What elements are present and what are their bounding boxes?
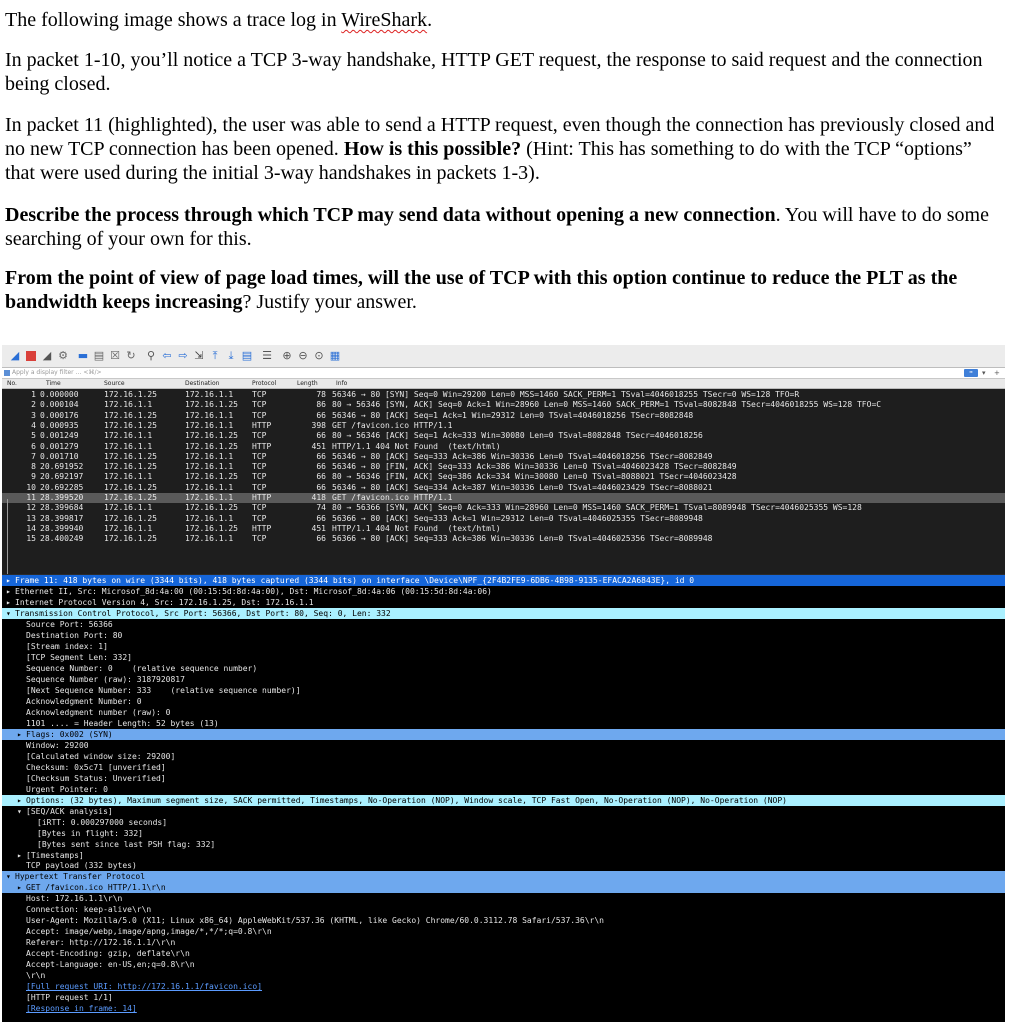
detail-line[interactable]: [2, 751, 1005, 762]
detail-text: Acknowledgment number (raw): 0: [26, 707, 171, 717]
shark-fin-icon[interactable]: ◢: [10, 349, 20, 362]
packet-time-cell: 28.399520: [40, 493, 84, 502]
packet-src-cell: 172.16.1.1: [104, 431, 153, 441]
packet-no-cell: 6: [31, 441, 36, 451]
detail-text: Accept-Language: en-US,en;q=0.8\r\n: [26, 960, 195, 970]
column-protocol[interactable]: Protocol: [252, 380, 277, 387]
packet-proto-cell: HTTP: [252, 523, 272, 533]
detail-line[interactable]: [2, 959, 1005, 970]
packet-info-cell: 80 → 56366 [SYN, ACK] Seq=0 Ack=333 Win=28960 Len=0 MSS=1460 SACK_PERM=1 TSval=8089948 TSecr=4046025355 WS=128: [332, 503, 862, 513]
detail-line[interactable]: [2, 784, 1005, 795]
detail-line[interactable]: [2, 674, 1005, 685]
packet-row[interactable]: [2, 400, 1005, 410]
detail-text: Sequence Number: 0 (relative sequence number): [26, 663, 258, 673]
packet-proto-cell: TCP: [252, 431, 267, 441]
detail-text: \r\n: [26, 971, 46, 981]
detail-text: [HTTP request 1/1]: [26, 993, 113, 1003]
packet-list: [2, 379, 1005, 600]
packet-11-text: In packet 11 (highlighted), the user was able to send a HTTP request, even though the connection has previously closed and no new TCP connection has been opened.: [5, 114, 995, 160]
packet-info-cell: 56366 → 80 [ACK] Seq=333 Ack=386 Win=30336 Len=0 TSval=4046025356 TSecr=8089948: [332, 534, 713, 544]
packet-dst-cell: 172.16.1.1: [185, 534, 234, 544]
packet-dst-cell: 172.16.1.25: [185, 431, 238, 441]
describe-paragraph: [5, 203, 1005, 251]
packets-1-10-paragraph: In packet 1-10, you’ll notice a TCP 3-way handshake, HTTP GET request, the response to said request and the connection being closed.: [5, 49, 983, 95]
detail-text: Options: (32 bytes), Maximum segment size, SACK permitted, Timestamps, No-Operation (NOP), Window scale, TCP Fast Open, No-Operation (NOP), No-Operation (NOP): [26, 795, 787, 805]
packet-src-cell: 172.16.1.25: [104, 390, 157, 399]
packet-row[interactable]: [2, 462, 1005, 472]
plt-paragraph: [5, 266, 1005, 314]
column-info[interactable]: Info: [336, 380, 348, 387]
packet-src-cell: 172.16.1.25: [104, 513, 157, 523]
stop-icon[interactable]: [24, 348, 38, 363]
detail-text: Accept: image/webp,image/apng,image/*,*/*;q=0.8\r\n: [26, 927, 272, 937]
intro-paragraph: [5, 8, 432, 32]
expand-toggle-icon[interactable]: ▸: [17, 850, 22, 860]
search-icon[interactable]: ⚲: [146, 349, 156, 362]
detail-line[interactable]: [2, 882, 1005, 893]
detail-text: Urgent Pointer: 0: [26, 784, 108, 794]
detail-line[interactable]: [2, 926, 1005, 937]
detail-line[interactable]: [2, 619, 1005, 630]
packet-row[interactable]: [2, 493, 1005, 503]
packet-row[interactable]: [2, 534, 1005, 544]
detail-line[interactable]: [2, 1003, 1005, 1014]
packet-time-cell: 0.000000: [40, 390, 79, 399]
detail-text: Ethernet II, Src: Microsof_8d:4a:00 (00:15:5d:8d:4a:00), Dst: Microsof_8d:4a:06 (00:15:5d:8d:4a:06): [15, 586, 492, 596]
expand-toggle-icon[interactable]: ▾: [17, 806, 22, 816]
packet-details-pane: [2, 575, 1005, 1022]
packet-info-cell: 56346 → 80 [FIN, ACK] Seq=333 Ack=386 Win=30336 Len=0 TSval=4046023428 TSecr=8082849: [332, 462, 737, 472]
packet-time-cell: 20.692285: [40, 482, 84, 492]
packet-row[interactable]: [2, 472, 1005, 482]
packet-time-cell: 0.001279: [40, 441, 79, 451]
first-packet-icon[interactable]: ⤒: [212, 348, 218, 362]
detail-line[interactable]: [2, 806, 1005, 817]
packet-time-cell: 20.692197: [40, 472, 84, 482]
detail-text: Acknowledgment Number: 0: [26, 696, 142, 706]
detail-text: Connection: keep-alive\r\n: [26, 905, 152, 915]
plt-note: ? Justify your answer.: [242, 291, 417, 313]
packet-src-cell: 172.16.1.25: [104, 534, 157, 544]
detail-text: Accept-Encoding: gzip, deflate\r\n: [26, 949, 190, 959]
detail-text: GET /favicon.ico HTTP/1.1\r\n: [26, 883, 166, 893]
packet-proto-cell: TCP: [252, 400, 267, 410]
packet-info-cell: 56346 → 80 [ACK] Seq=333 Ack=386 Win=30336 Len=0 TSval=4046018256 TSecr=8082849: [332, 451, 713, 461]
detail-text: [Stream index: 1]: [26, 641, 108, 651]
column-source[interactable]: Source: [104, 380, 125, 387]
packet-dst-cell: 172.16.1.1: [185, 420, 234, 430]
detail-line[interactable]: [2, 839, 1005, 850]
packet-time-cell: 0.000935: [40, 420, 79, 430]
packet-no-cell: 12: [26, 503, 36, 513]
packet-no-cell: 5: [31, 431, 36, 441]
packet-src-cell: 172.16.1.1: [104, 503, 153, 513]
packet-no-cell: 13: [26, 513, 36, 523]
packet-no-cell: 15: [26, 534, 36, 544]
detail-text: [Calculated window size: 29200]: [26, 751, 176, 761]
packet-time-cell: 0.000176: [40, 410, 79, 420]
add-filter-button[interactable]: +: [994, 369, 1000, 377]
packet-info-cell: GET /favicon.ico HTTP/1.1: [332, 420, 453, 430]
packet-proto-cell: TCP: [252, 390, 267, 399]
packet-no-cell: 1: [31, 390, 36, 399]
packet-dst-cell: 172.16.1.25: [185, 523, 238, 533]
column-no[interactable]: No.: [7, 380, 17, 387]
packet-no-cell: 10: [26, 482, 36, 492]
packet-time-cell: 0.000104: [40, 400, 79, 410]
packet-time-cell: 0.001249: [40, 431, 79, 441]
display-filter-bar[interactable]: [2, 368, 1005, 379]
detail-text: Source Port: 56366: [26, 619, 113, 629]
packet-len-cell: 66: [316, 462, 326, 472]
packet-row[interactable]: [2, 421, 1005, 431]
packet-no-cell: 14: [26, 523, 36, 533]
save-file-icon[interactable]: ▤: [93, 349, 105, 362]
packet-info-cell: 56346 → 80 [ACK] Seq=1 Ack=1 Win=29312 Len=0 TSval=4046018256 TSecr=8082848: [332, 410, 694, 420]
packet-dst-cell: 172.16.1.1: [185, 513, 234, 523]
packet-info-cell: 56346 → 80 [ACK] Seq=334 Ack=387 Win=30336 Len=0 TSval=4046023429 TSecr=8088021: [332, 482, 713, 492]
packet-len-cell: 74: [316, 503, 326, 513]
detail-line[interactable]: [2, 630, 1005, 641]
detail-text: [Next Sequence Number: 333 (relative sequence number)]: [26, 685, 301, 695]
packet-row[interactable]: [2, 411, 1005, 421]
packet-time-cell: 28.399684: [40, 503, 84, 513]
packet-list-header: [2, 379, 1005, 389]
detail-text: TCP payload (332 bytes): [26, 861, 137, 871]
packet-11-question: How is this possible?: [343, 138, 522, 160]
detail-line[interactable]: [2, 970, 1005, 981]
packet-proto-cell: TCP: [252, 472, 267, 482]
detail-line[interactable]: [2, 817, 1005, 828]
expand-toggle-icon[interactable]: ▸: [17, 729, 22, 739]
detail-text: [TCP Segment Len: 332]: [26, 652, 132, 662]
packet-len-cell: 451: [311, 523, 326, 533]
packet-proto-cell: HTTP: [252, 493, 272, 502]
detail-line[interactable]: [2, 608, 1005, 619]
packet-len-cell: 66: [316, 482, 326, 492]
packet-dst-cell: 172.16.1.1: [185, 410, 234, 420]
detail-text: [Checksum Status: Unverified]: [26, 773, 166, 783]
reload-icon[interactable]: ↻: [126, 349, 136, 362]
packet-len-cell: 451: [311, 441, 326, 451]
packet-src-cell: 172.16.1.25: [104, 410, 157, 420]
packet-time-cell: 28.399940: [40, 523, 84, 533]
expand-toggle-icon[interactable]: ▾: [6, 608, 11, 618]
detail-text: Checksum: 0x5c71 [unverified]: [26, 762, 166, 772]
close-file-icon[interactable]: ☒: [110, 349, 120, 362]
describe-note: . You will have to do some searching of your own for this.: [5, 204, 989, 250]
detail-line[interactable]: [2, 773, 1005, 784]
detail-text: [Bytes in flight: 332]: [37, 828, 143, 838]
packet-row[interactable]: [2, 442, 1005, 452]
detail-text: Host: 172.16.1.1\r\n: [26, 894, 123, 904]
zoom-reset-icon[interactable]: ⊙: [314, 349, 324, 362]
packet-src-cell: 172.16.1.1: [104, 400, 153, 410]
describe-question: Describe the process through which TCP may send data without opening a new connection: [5, 204, 776, 226]
detail-line[interactable]: [2, 850, 1005, 861]
detail-line[interactable]: [2, 828, 1005, 839]
packet-len-cell: 78: [316, 390, 326, 399]
detail-text: Destination Port: 80: [26, 630, 123, 640]
go-to-packet-icon[interactable]: ⇲: [194, 349, 204, 362]
packet-no-cell: 3: [31, 410, 36, 420]
wireshark-window: [2, 345, 1005, 1022]
detail-line[interactable]: [2, 663, 1005, 674]
display-filter-input[interactable]: Apply a display filter … <⌘/>: [12, 369, 102, 376]
packet-dst-cell: 172.16.1.1: [185, 390, 234, 399]
packet-info-cell: 80 → 56346 [SYN, ACK] Seq=0 Ack=1 Win=28960 Len=0 MSS=1460 SACK_PERM=1 TSval=8082848 TSecr=4046018255 WS=128 TFO=C: [332, 400, 882, 410]
detail-line[interactable]: [2, 685, 1005, 696]
packet-time-cell: 28.400249: [40, 534, 84, 544]
packet-row[interactable]: [2, 483, 1005, 493]
packet-no-cell: 11: [26, 493, 36, 502]
detail-text: Frame 11: 418 bytes on wire (3344 bits), 418 bytes captured (3344 bits) on interface \Device\NPF_{2F4B2FE9-6DB6-4B98-9135-EFACA2A6843E}, id 0: [15, 576, 695, 585]
detail-line[interactable]: [2, 915, 1005, 926]
packet-len-cell: 86: [316, 400, 326, 410]
packet-len-cell: 66: [316, 410, 326, 420]
detail-line[interactable]: [2, 981, 1005, 992]
packet-info-cell: HTTP/1.1 404 Not Found (text/html): [332, 441, 501, 451]
main-toolbar: [2, 345, 1005, 368]
detail-text: 1101 .... = Header Length: 52 bytes (13): [26, 718, 219, 728]
packet-src-cell: 172.16.1.1: [104, 523, 153, 533]
packet-dst-cell: 172.16.1.1: [185, 482, 234, 492]
packet-len-cell: 398: [311, 420, 326, 430]
intro-text: The following image shows a trace log in: [5, 9, 342, 31]
packet-11-paragraph: [5, 113, 1005, 185]
packet-len-cell: 418: [311, 493, 326, 502]
packet-dst-cell: 172.16.1.1: [185, 451, 234, 461]
expand-toggle-icon[interactable]: ▾: [6, 872, 11, 882]
packet-proto-cell: TCP: [252, 513, 267, 523]
detail-line[interactable]: [2, 740, 1005, 751]
packet-dst-cell: 172.16.1.25: [185, 400, 238, 410]
detail-line[interactable]: [2, 597, 1005, 608]
packet-row[interactable]: [2, 390, 1005, 400]
packet-len-cell: 66: [316, 534, 326, 544]
detail-text: Internet Protocol Version 4, Src: 172.16.1.25, Dst: 172.16.1.1: [15, 597, 314, 607]
packet-proto-cell: TCP: [252, 482, 267, 492]
packet-info-cell: 56366 → 80 [ACK] Seq=333 Ack=1 Win=29312 Len=0 TSval=4046025355 TSecr=8089948: [332, 513, 703, 523]
detail-line[interactable]: [2, 860, 1005, 871]
expand-toggle-icon[interactable]: ▸: [17, 795, 22, 805]
bookmark-icon[interactable]: [4, 370, 10, 376]
packet-len-cell: 66: [316, 431, 326, 441]
packet-time-cell: 0.001710: [40, 451, 79, 461]
detail-text: Hypertext Transfer Protocol: [15, 872, 146, 882]
detail-line[interactable]: [2, 729, 1005, 740]
detail-line[interactable]: [2, 762, 1005, 773]
column-destination[interactable]: Destination: [185, 380, 220, 387]
packet-proto-cell: HTTP: [252, 420, 272, 430]
packet-row[interactable]: [2, 514, 1005, 524]
detail-text: Flags: 0x002 (SYN): [26, 729, 113, 739]
packet-proto-cell: TCP: [252, 503, 267, 513]
expand-toggle-icon[interactable]: ▸: [17, 883, 22, 893]
detail-line[interactable]: [2, 586, 1005, 597]
packet-11-hint: (Hint: This has something to do with the TCP “options” that were used during the initial 3-way handshakes in packets 1-3).: [5, 138, 972, 184]
packet-no-cell: 7: [31, 451, 36, 461]
apply-filter-arrow-icon[interactable]: ➡: [964, 369, 978, 377]
packet-info-cell: 80 → 56346 [ACK] Seq=1 Ack=333 Win=30080 Len=0 TSval=8082848 TSecr=4046018256: [332, 431, 703, 441]
detail-line[interactable]: [2, 718, 1005, 729]
detail-text: Window: 29200: [26, 740, 89, 750]
options-icon[interactable]: ⚙: [58, 349, 68, 362]
last-packet-icon[interactable]: ⤓: [228, 348, 234, 362]
packet-dst-cell: 172.16.1.1: [185, 462, 234, 472]
packet-row[interactable]: [2, 503, 1005, 513]
packet-time-cell: 20.691952: [40, 462, 84, 472]
packet-dst-cell: 172.16.1.1: [185, 493, 234, 502]
detail-line[interactable]: [2, 937, 1005, 948]
detail-line[interactable]: [2, 652, 1005, 663]
open-folder-icon[interactable]: ▬: [77, 349, 89, 362]
packet-row[interactable]: [2, 452, 1005, 462]
detail-line[interactable]: [2, 795, 1005, 806]
packet-proto-cell: HTTP: [252, 441, 272, 451]
restart-icon[interactable]: ◢: [42, 349, 52, 362]
detail-text: Referer: http://172.16.1.1/\r\n: [26, 938, 176, 948]
packet-src-cell: 172.16.1.1: [104, 472, 153, 482]
expand-toggle-icon[interactable]: ▸: [6, 597, 11, 607]
expand-toggle-icon[interactable]: ▸: [6, 586, 11, 596]
packet-info-cell: HTTP/1.1 404 Not Found (text/html): [332, 523, 501, 533]
packet-src-cell: 172.16.1.25: [104, 493, 157, 502]
zoom-in-icon[interactable]: ⊕: [282, 349, 292, 362]
packet-proto-cell: TCP: [252, 410, 267, 420]
filter-dropdown-icon[interactable]: ▾: [982, 369, 986, 377]
detail-text[interactable]: [Full request URI: http://172.16.1.1/favicon.ico]: [26, 982, 263, 992]
packet-no-cell: 8: [31, 462, 36, 472]
detail-line[interactable]: [2, 904, 1005, 915]
packet-row[interactable]: [2, 524, 1005, 534]
column-length[interactable]: Length: [297, 380, 318, 387]
plt-question: From the point of view of page load times, will the use of TCP with this option continue to reduce the PLT as the bandwidth keeps increasing: [5, 267, 958, 313]
packet-len-cell: 66: [316, 451, 326, 461]
packet-dst-cell: 172.16.1.25: [185, 503, 238, 513]
packet-len-cell: 66: [316, 513, 326, 523]
resize-columns-icon[interactable]: ▦: [329, 349, 341, 362]
packet-dst-cell: 172.16.1.25: [185, 441, 238, 451]
column-time[interactable]: Time: [46, 380, 61, 387]
packet-no-cell: 2: [31, 400, 36, 410]
packet-time-cell: 28.399817: [40, 513, 84, 523]
packet-no-cell: 9: [31, 472, 36, 482]
packet-row[interactable]: [2, 431, 1005, 441]
back-arrow-icon[interactable]: ⇦: [162, 349, 172, 362]
colorize-icon[interactable]: ☰: [262, 349, 272, 362]
detail-line[interactable]: [2, 893, 1005, 904]
detail-text: [Bytes sent since last PSH flag: 332]: [37, 839, 216, 849]
intro-period: .: [427, 9, 433, 31]
detail-text: [Timestamps]: [26, 850, 84, 860]
detail-text: [SEQ/ACK analysis]: [26, 806, 113, 816]
packet-src-cell: 172.16.1.25: [104, 420, 157, 430]
packet-proto-cell: TCP: [252, 451, 267, 461]
packet-info-cell: GET /favicon.ico HTTP/1.1: [332, 493, 453, 502]
packet-src-cell: 172.16.1.1: [104, 441, 153, 451]
forward-arrow-icon[interactable]: ⇨: [178, 349, 188, 362]
packet-src-cell: 172.16.1.25: [104, 462, 157, 472]
detail-line[interactable]: [2, 871, 1005, 882]
detail-text: Sequence Number (raw): 3187920817: [26, 674, 185, 684]
packet-proto-cell: TCP: [252, 534, 267, 544]
packet-dst-cell: 172.16.1.25: [185, 472, 238, 482]
expand-toggle-icon[interactable]: ▸: [6, 576, 11, 585]
detail-text: [iRTT: 0.000297000 seconds]: [37, 817, 168, 827]
detail-line[interactable]: [2, 575, 1005, 586]
packet-len-cell: 66: [316, 472, 326, 482]
detail-text[interactable]: [Response in frame: 14]: [26, 1004, 137, 1014]
detail-line[interactable]: [2, 992, 1005, 1003]
detail-line[interactable]: [2, 641, 1005, 652]
packet-src-cell: 172.16.1.25: [104, 451, 157, 461]
packet-proto-cell: TCP: [252, 462, 267, 472]
detail-line[interactable]: [2, 707, 1005, 718]
detail-line[interactable]: [2, 948, 1005, 959]
packet-info-cell: 56346 → 80 [SYN] Seq=0 Win=29200 Len=0 MSS=1460 SACK_PERM=1 TSval=4046018255 TSecr=0 WS=128 TFO=R: [332, 390, 800, 399]
packet-no-cell: 4: [31, 420, 36, 430]
detail-text: Transmission Control Protocol, Src Port: 56366, Dst Port: 80, Seq: 0, Len: 332: [15, 608, 391, 618]
wireshark-link[interactable]: WireShark: [341, 9, 428, 31]
detail-line[interactable]: [2, 696, 1005, 707]
packet-src-cell: 172.16.1.25: [104, 482, 157, 492]
detail-text: User-Agent: Mozilla/5.0 (X11; Linux x86_64) AppleWebKit/537.36 (KHTML, like Gecko) Chrome/60.0.3112.78 Safari/537.36\r\n: [26, 916, 604, 926]
packet-info-cell: 80 → 56346 [FIN, ACK] Seq=386 Ack=334 Win=30080 Len=0 TSval=8088021 TSecr=4046023428: [332, 472, 737, 482]
autoscroll-icon[interactable]: ▤: [241, 349, 253, 362]
zoom-out-icon[interactable]: ⊖: [298, 349, 308, 362]
